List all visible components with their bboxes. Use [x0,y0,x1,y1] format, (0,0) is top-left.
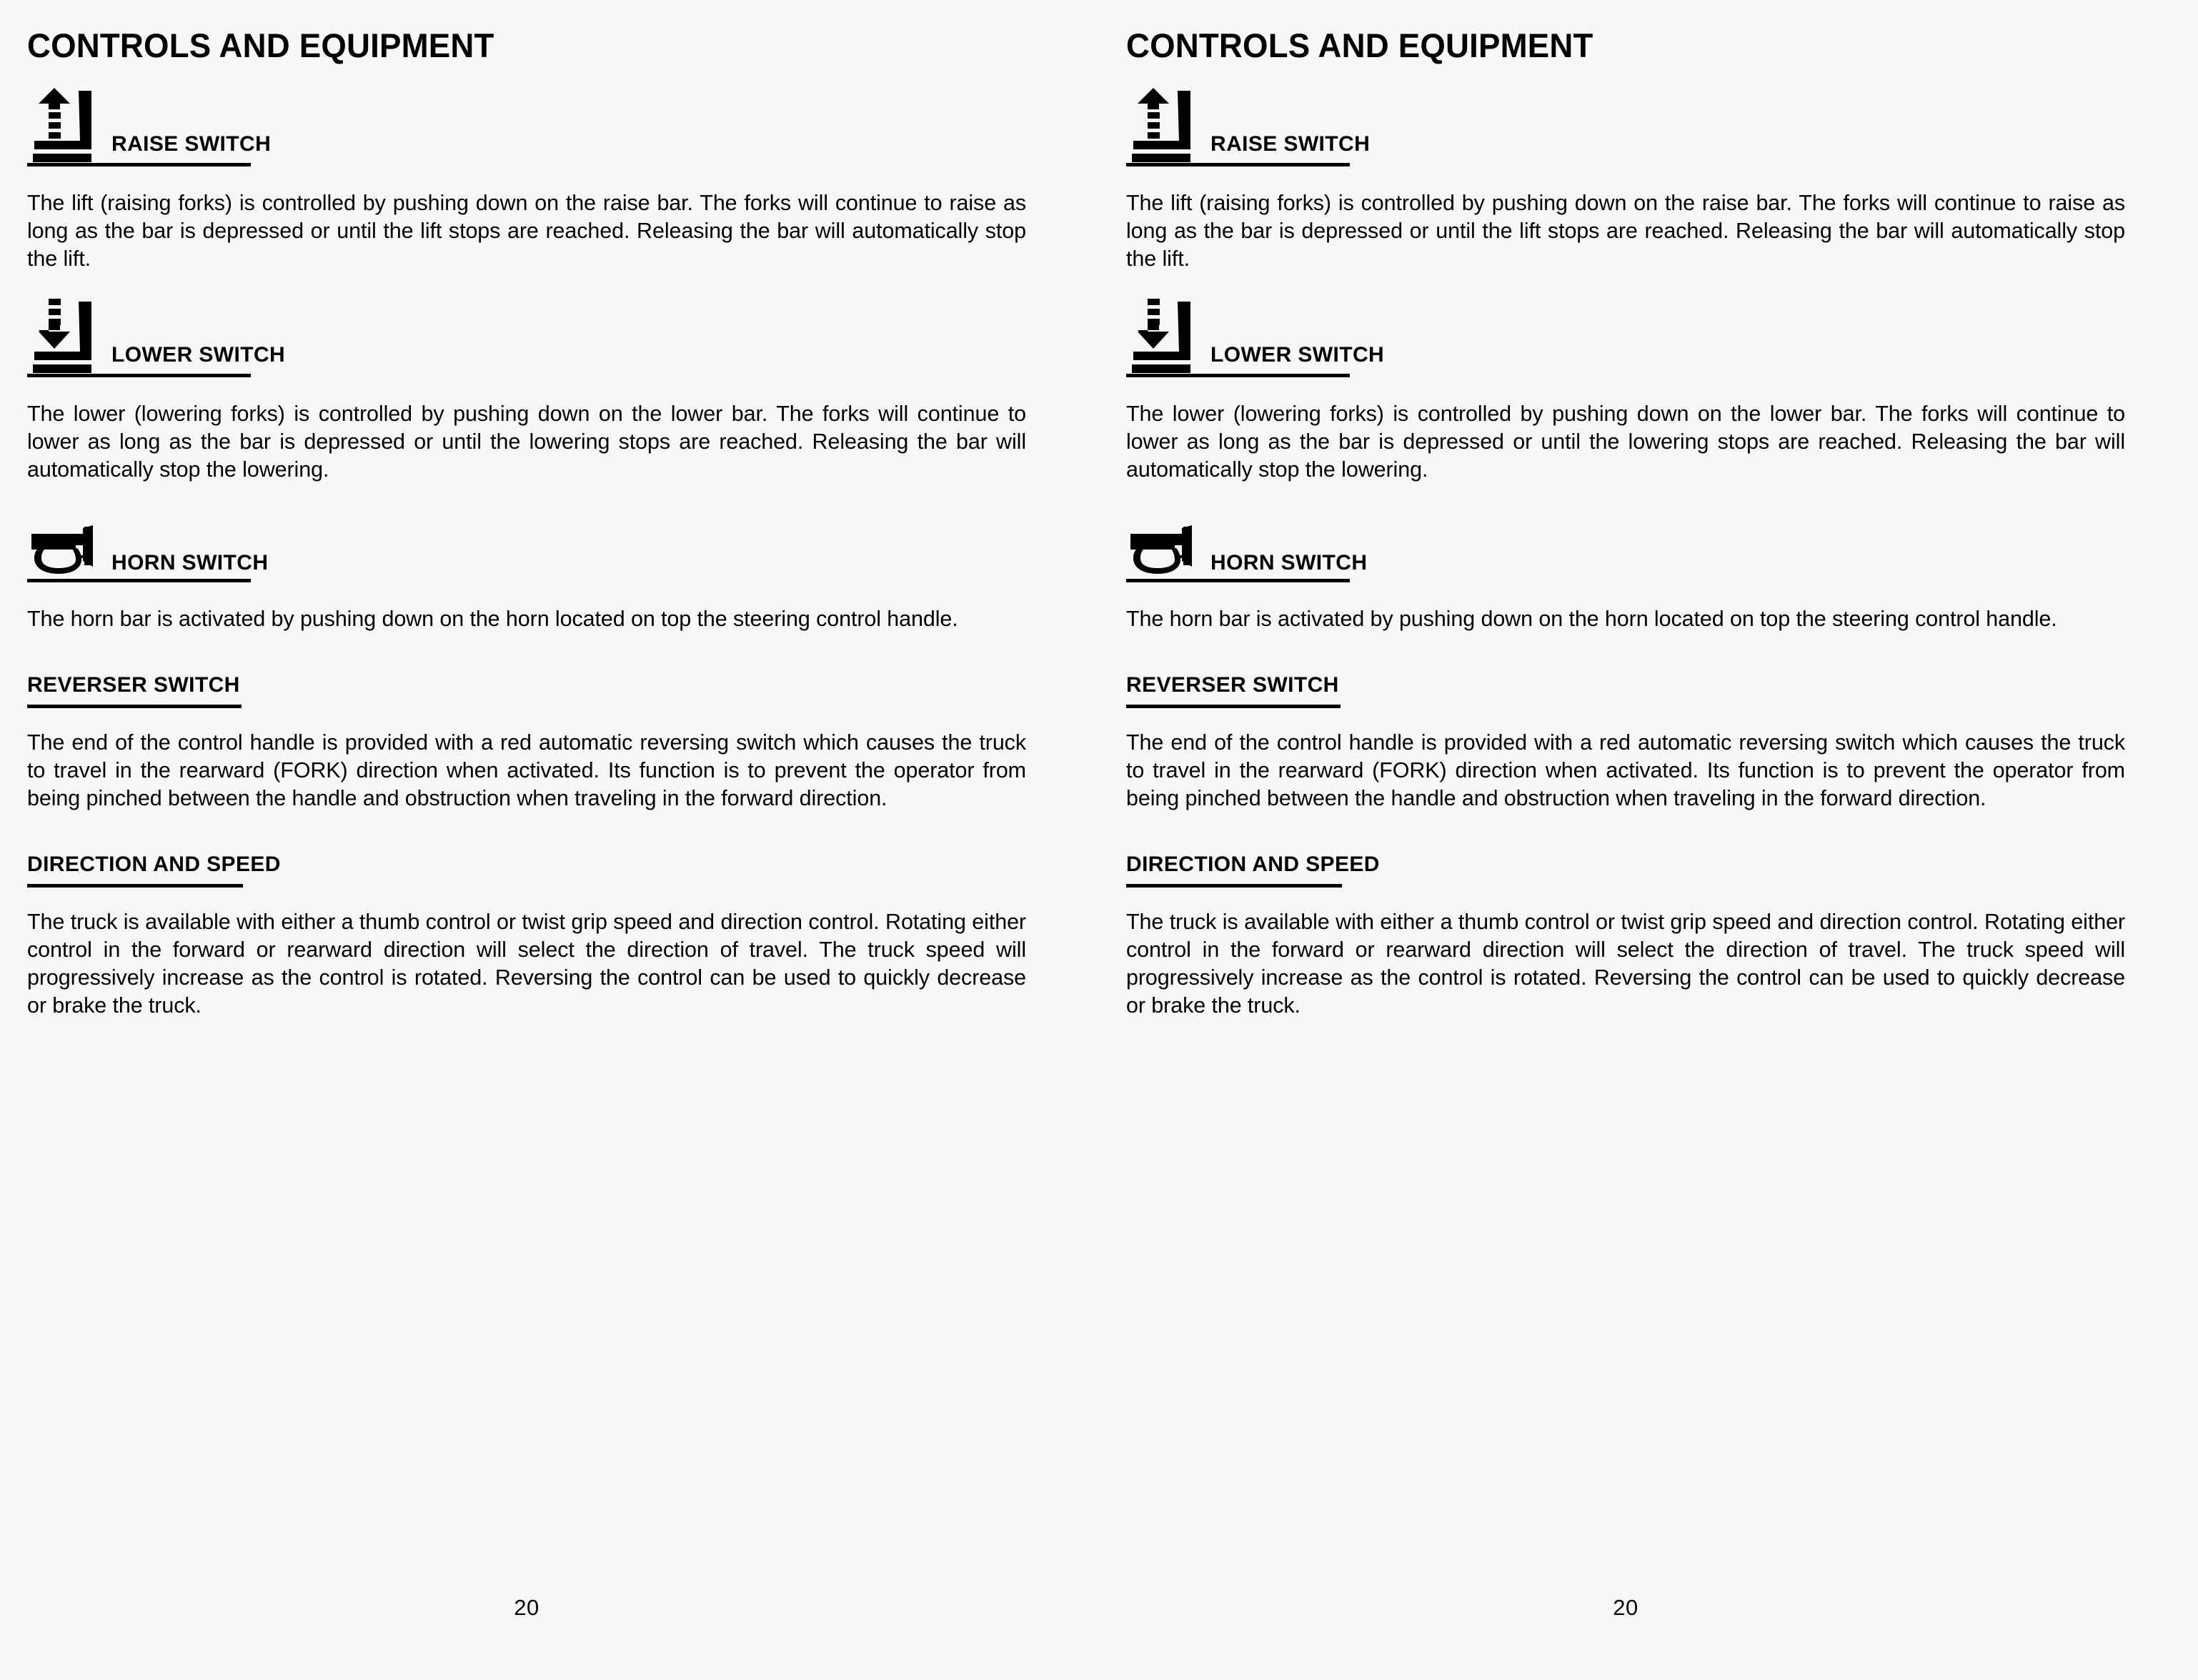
reverser-switch-body: The end of the control handle is provided with a red automatic reversing switch which causes the truck to travel in the rearward (FORK) direction when activated. Its function is to prevent the operator from being pinched between the handle and obstruction when traveling in the forward direction. [1126,730,2125,810]
horn-switch-heading-row [27,515,1035,587]
direction-speed-underline [27,884,243,888]
reverser-switch-label: REVERSER SWITCH [27,673,240,697]
raise-switch-heading-row [27,86,1035,171]
raise-forks-icon [27,86,101,166]
lower-switch-heading-row [1126,297,2134,382]
horn-switch-underline [1126,579,1350,582]
lower-switch-label: LOWER SWITCH [1210,343,1385,367]
lower-forks-icon [27,297,101,377]
horn-switch-heading-row [1126,515,2134,587]
direction-speed-body: The truck is available with either a thumb control or twist grip speed and direction control. Rotating either control in the forward or rearward direction will select the direction of travel. The truck speed will progressively increase as the control is rotated. Reversing the control can be used to quickly decrease or brake the truck. [1126,910,2125,1018]
direction-speed-body: The truck is available with either a thumb control or twist grip speed and direction control. Rotating either control in the forward or rearward direction will select the direction of travel. The truck speed will progressively increase as the control is rotated. Reversing the control can be used to quickly decrease or brake the truck. [27,910,1026,1018]
raise-switch-underline [27,163,251,166]
horn-switch-body: The horn bar is activated by pushing down on the horn located on top the steering control handle. [27,607,958,631]
raise-switch-label: RAISE SWITCH [111,132,272,156]
raise-switch-heading-row [1126,86,2134,171]
horn-switch-label: HORN SWITCH [111,551,269,575]
lower-switch-body: The lower (lowering forks) is controlled by pushing down on the lower bar. The forks will continue to lower as long as the bar is depressed or until the lowering stops are reached. Releasing the bar will automatically stop the lowering. [1126,402,2125,482]
direction-speed-heading-row [1126,853,2134,890]
direction-speed-underline [1126,884,1342,888]
raise-switch-underline [1126,163,1350,166]
reverser-switch-label: REVERSER SWITCH [1126,673,1339,697]
direction-speed-label: DIRECTION AND SPEED [1126,853,1380,876]
lower-switch-underline [1126,374,1350,377]
reverser-switch-body: The end of the control handle is provided with a red automatic reversing switch which causes the truck to travel in the rearward (FORK) direction when activated. Its function is to prevent the operator from being pinched between the handle and obstruction when traveling in the forward direction. [27,730,1026,810]
lower-switch-label: LOWER SWITCH [111,343,286,367]
horn-switch-body: The horn bar is activated by pushing down on the horn located on top the steering control handle. [1126,607,2057,631]
direction-speed-label: DIRECTION AND SPEED [27,853,281,876]
running-head: CONTROLS AND EQUIPMENT [1126,26,1593,64]
lower-switch-underline [27,374,251,377]
raise-switch-body: The lift (raising forks) is controlled by pushing down on the raise bar. The forks will continue to raise as long as the bar is depressed or until the lift stops are reached. Releasing the bar will automatically stop the lift. [27,191,1026,271]
horn-switch-underline [27,579,251,582]
direction-speed-heading-row [27,853,1035,890]
lower-forks-icon [1126,297,1200,377]
horn-switch-label: HORN SWITCH [1210,551,1368,575]
reverser-switch-underline [1126,705,1341,708]
page-number: 20 [1613,1595,1638,1620]
reverser-switch-underline [27,705,242,708]
manual-page-right [1099,0,2198,1680]
horn-icon [27,524,101,582]
horn-icon [1126,524,1200,582]
running-head: CONTROLS AND EQUIPMENT [27,26,494,64]
lower-switch-body: The lower (lowering forks) is controlled by pushing down on the lower bar. The forks will continue to lower as long as the bar is depressed or until the lowering stops are reached. Releasing the bar will automatically stop the lowering. [27,402,1026,482]
page-number: 20 [514,1595,539,1620]
raise-switch-body: The lift (raising forks) is controlled by pushing down on the raise bar. The forks will continue to raise as long as the bar is depressed or until the lift stops are reached. Releasing the bar will automatically stop the lift. [1126,191,2125,271]
raise-switch-label: RAISE SWITCH [1210,132,1371,156]
reverser-switch-heading-row [27,673,1035,710]
raise-forks-icon [1126,86,1200,166]
reverser-switch-heading-row [1126,673,2134,710]
lower-switch-heading-row [27,297,1035,382]
